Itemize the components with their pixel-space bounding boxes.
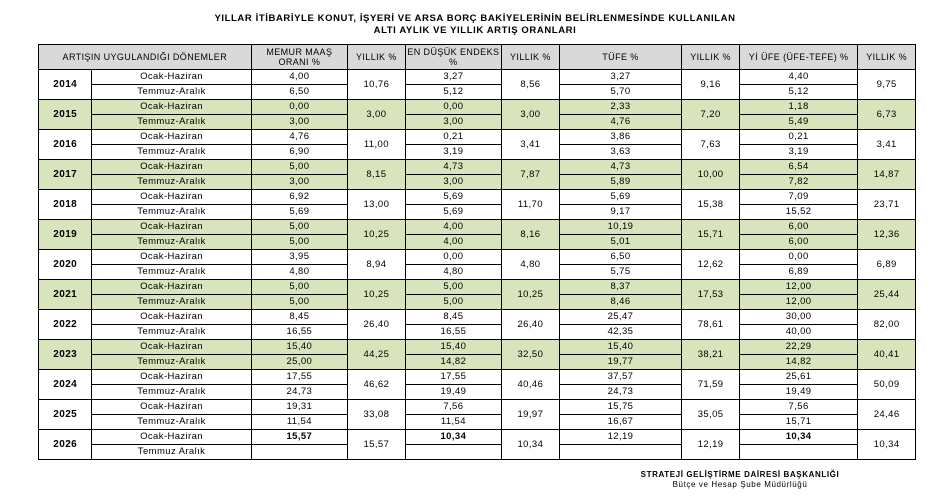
tufe-yillik-cell: 71,59 [682, 370, 740, 400]
endeks-yillik-cell: 3,41 [502, 130, 560, 160]
ufe-cell: 5,12 [739, 85, 857, 100]
endeks-cell: 10,34 [405, 430, 501, 445]
tufe-yillik-cell: 9,16 [682, 70, 740, 100]
ufe-cell: 19,49 [739, 385, 857, 400]
tufe-cell: 5,89 [559, 175, 682, 190]
tufe-cell: 6,50 [559, 250, 682, 265]
endeks-cell: 3,27 [405, 70, 501, 85]
table-row [39, 205, 916, 220]
memur-yillik-cell: 15,57 [348, 430, 406, 460]
memur-cell: 3,95 [251, 250, 347, 265]
table-row [39, 115, 916, 130]
tufe-cell: 3,63 [559, 145, 682, 160]
table-row [39, 355, 916, 370]
ufe-cell: 25,61 [739, 370, 857, 385]
tufe-cell: 19,77 [559, 355, 682, 370]
endeks-cell: 5,00 [405, 295, 501, 310]
ufe-cell [739, 445, 857, 460]
memur-cell: 15,40 [251, 340, 347, 355]
year-cell: 2021 [39, 280, 92, 310]
period-cell: Temmuz-Aralık [92, 325, 251, 340]
memur-cell: 8,45 [251, 310, 347, 325]
endeks-yillik-cell: 4,80 [502, 250, 560, 280]
year-cell: 2014 [39, 70, 92, 100]
tufe-yillik-cell: 7,20 [682, 100, 740, 130]
tufe-yillik-cell: 35,05 [682, 400, 740, 430]
endeks-yillik-cell: 7,87 [502, 160, 560, 190]
ufe-cell: 5,49 [739, 115, 857, 130]
table-row [39, 220, 916, 235]
table-row [39, 85, 916, 100]
period-cell: Ocak-Haziran [92, 340, 251, 355]
endeks-cell [405, 445, 501, 460]
ufe-yillik-cell: 9,75 [858, 70, 916, 100]
period-cell: Ocak-Haziran [92, 190, 251, 205]
tufe-cell: 4,73 [559, 160, 682, 175]
memur-yillik-cell: 3,00 [348, 100, 406, 130]
endeks-cell: 8,45 [405, 310, 501, 325]
endeks-cell: 4,00 [405, 220, 501, 235]
endeks-cell: 3,00 [405, 115, 501, 130]
endeks-yillik-cell: 8,56 [502, 70, 560, 100]
period-cell: Temmuz-Aralık [92, 265, 251, 280]
memur-cell: 0,00 [251, 100, 347, 115]
tufe-yillik-cell: 7,63 [682, 130, 740, 160]
tufe-cell: 5,69 [559, 190, 682, 205]
endeks-cell: 16,55 [405, 325, 501, 340]
year-cell: 2024 [39, 370, 92, 400]
endeks-cell: 14,82 [405, 355, 501, 370]
header-memur: MEMUR MAAŞ ORANI % [251, 45, 347, 70]
period-cell: Temmuz Aralık [92, 445, 251, 460]
table-row [39, 160, 916, 175]
ufe-yillik-cell: 40,41 [858, 340, 916, 370]
memur-cell: 6,90 [251, 145, 347, 160]
ufe-yillik-cell: 50,09 [858, 370, 916, 400]
table-row [39, 250, 916, 265]
header-tufe: TÜFE % [559, 45, 682, 70]
endeks-cell: 3,19 [405, 145, 501, 160]
period-cell: Temmuz-Aralık [92, 175, 251, 190]
memur-yillik-cell: 10,76 [348, 70, 406, 100]
period-cell: Temmuz-Aralık [92, 115, 251, 130]
endeks-cell: 0,21 [405, 130, 501, 145]
tufe-yillik-cell: 78,61 [682, 310, 740, 340]
period-cell: Temmuz-Aralık [92, 415, 251, 430]
endeks-cell: 5,00 [405, 280, 501, 295]
year-cell: 2020 [39, 250, 92, 280]
ufe-cell: 30,00 [739, 310, 857, 325]
ufe-cell: 6,00 [739, 220, 857, 235]
ufe-cell: 3,19 [739, 145, 857, 160]
footer-unit: Bütçe ve Hesap Şube Müdürlüğü [672, 480, 808, 489]
ufe-cell: 7,56 [739, 400, 857, 415]
memur-cell: 15,57 [251, 430, 347, 445]
tufe-cell: 9,17 [559, 205, 682, 220]
year-cell: 2019 [39, 220, 92, 250]
table-row [39, 430, 916, 445]
memur-cell: 5,00 [251, 295, 347, 310]
memur-yillik-cell: 46,62 [348, 370, 406, 400]
endeks-yillik-cell: 10,34 [502, 430, 560, 460]
memur-cell: 11,54 [251, 415, 347, 430]
period-cell: Temmuz-Aralık [92, 355, 251, 370]
memur-cell: 5,69 [251, 205, 347, 220]
endeks-cell: 17,55 [405, 370, 501, 385]
ufe-yillik-cell: 82,00 [858, 310, 916, 340]
year-cell: 2017 [39, 160, 92, 190]
tufe-yillik-cell: 12,19 [682, 430, 740, 460]
ufe-cell: 6,54 [739, 160, 857, 175]
table-row [39, 130, 916, 145]
table-row [39, 445, 916, 460]
tufe-cell: 5,70 [559, 85, 682, 100]
endeks-cell: 19,49 [405, 385, 501, 400]
table-row [39, 235, 916, 250]
header-periods: ARTIŞIN UYGULANDIĞI DÖNEMLER [39, 45, 252, 70]
ufe-cell: 0,21 [739, 130, 857, 145]
table-row [39, 295, 916, 310]
year-cell: 2018 [39, 190, 92, 220]
tufe-yillik-cell: 10,00 [682, 160, 740, 190]
memur-yillik-cell: 11,00 [348, 130, 406, 160]
year-cell: 2023 [39, 340, 92, 370]
memur-cell: 6,92 [251, 190, 347, 205]
ufe-cell: 7,09 [739, 190, 857, 205]
year-cell: 2015 [39, 100, 92, 130]
memur-cell: 5,00 [251, 160, 347, 175]
memur-cell: 5,00 [251, 235, 347, 250]
table-row [39, 280, 916, 295]
tufe-cell: 5,75 [559, 265, 682, 280]
endeks-cell: 4,80 [405, 265, 501, 280]
page-subtitle: ALTI AYLIK VE YILLIK ARTIŞ ORANLARI [373, 25, 577, 36]
memur-cell: 19,31 [251, 400, 347, 415]
period-cell: Ocak-Haziran [92, 430, 251, 445]
memur-cell: 4,80 [251, 265, 347, 280]
header-ufe: Yİ ÜFE (ÜFE-TEFE) % [739, 45, 857, 70]
ufe-cell: 12,00 [739, 280, 857, 295]
period-cell: Ocak-Haziran [92, 130, 251, 145]
endeks-cell: 7,56 [405, 400, 501, 415]
period-cell: Ocak-Haziran [92, 160, 251, 175]
table-row [39, 175, 916, 190]
tufe-yillik-cell: 17,53 [682, 280, 740, 310]
memur-yillik-cell: 8,94 [348, 250, 406, 280]
tufe-cell: 42,35 [559, 325, 682, 340]
year-cell: 2025 [39, 400, 92, 430]
endeks-cell: 3,00 [405, 175, 501, 190]
rates-table [38, 44, 916, 460]
tufe-cell: 16,67 [559, 415, 682, 430]
tufe-cell [559, 445, 682, 460]
memur-cell: 4,76 [251, 130, 347, 145]
header-ufe-yillik: YILLIK % [858, 45, 916, 70]
period-cell: Ocak-Haziran [92, 70, 251, 85]
memur-yillik-cell: 33,08 [348, 400, 406, 430]
endeks-cell: 5,69 [405, 205, 501, 220]
ufe-yillik-cell: 25,44 [858, 280, 916, 310]
period-cell: Temmuz-Aralık [92, 85, 251, 100]
endeks-cell: 4,73 [405, 160, 501, 175]
ufe-yillik-cell: 23,71 [858, 190, 916, 220]
ufe-cell: 6,89 [739, 265, 857, 280]
endeks-cell: 4,00 [405, 235, 501, 250]
memur-cell: 5,00 [251, 220, 347, 235]
tufe-cell: 5,01 [559, 235, 682, 250]
header-endeks: EN DÜŞÜK ENDEKS % [405, 45, 501, 70]
table-row [39, 190, 916, 205]
ufe-yillik-cell: 10,34 [858, 430, 916, 460]
ufe-yillik-cell: 6,89 [858, 250, 916, 280]
endeks-yillik-cell: 3,00 [502, 100, 560, 130]
endeks-yillik-cell: 19,97 [502, 400, 560, 430]
tufe-cell: 3,27 [559, 70, 682, 85]
period-cell: Ocak-Haziran [92, 250, 251, 265]
period-cell: Ocak-Haziran [92, 370, 251, 385]
header-memur-yillik: YILLIK % [348, 45, 406, 70]
period-cell: Ocak-Haziran [92, 280, 251, 295]
memur-cell: 25,00 [251, 355, 347, 370]
tufe-yillik-cell: 38,21 [682, 340, 740, 370]
ufe-yillik-cell: 3,41 [858, 130, 916, 160]
table-row [39, 70, 916, 85]
period-cell: Ocak-Haziran [92, 220, 251, 235]
period-cell: Temmuz-Aralık [92, 145, 251, 160]
memur-yillik-cell: 8,15 [348, 160, 406, 190]
memur-cell: 24,73 [251, 385, 347, 400]
endeks-yillik-cell: 40,46 [502, 370, 560, 400]
ufe-yillik-cell: 12,36 [858, 220, 916, 250]
table-row [39, 265, 916, 280]
ufe-cell: 10,34 [739, 430, 857, 445]
endeks-cell: 5,69 [405, 190, 501, 205]
ufe-cell: 40,00 [739, 325, 857, 340]
table-row [39, 370, 916, 385]
table-row [39, 310, 916, 325]
ufe-cell: 6,00 [739, 235, 857, 250]
table-header-row [39, 45, 916, 70]
tufe-cell: 2,33 [559, 100, 682, 115]
header-endeks-yillik: YILLIK % [502, 45, 560, 70]
ufe-cell: 0,00 [739, 250, 857, 265]
period-cell: Ocak-Haziran [92, 100, 251, 115]
ufe-yillik-cell: 6,73 [858, 100, 916, 130]
tufe-cell: 15,75 [559, 400, 682, 415]
period-cell: Temmuz-Aralık [92, 205, 251, 220]
memur-cell: 4,00 [251, 70, 347, 85]
ufe-yillik-cell: 14,87 [858, 160, 916, 190]
ufe-cell: 1,18 [739, 100, 857, 115]
ufe-cell: 12,00 [739, 295, 857, 310]
endeks-cell: 0,00 [405, 100, 501, 115]
tufe-cell: 12,19 [559, 430, 682, 445]
endeks-yillik-cell: 26,40 [502, 310, 560, 340]
memur-cell: 5,00 [251, 280, 347, 295]
tufe-cell: 3,86 [559, 130, 682, 145]
header-tufe-yillik: YILLIK % [682, 45, 740, 70]
table-row [39, 100, 916, 115]
table-row [39, 385, 916, 400]
tufe-cell: 8,37 [559, 280, 682, 295]
tufe-cell: 37,57 [559, 370, 682, 385]
year-cell: 2026 [39, 430, 92, 460]
period-cell: Ocak-Haziran [92, 400, 251, 415]
period-cell: Temmuz-Aralık [92, 385, 251, 400]
period-cell: Ocak-Haziran [92, 310, 251, 325]
table-row [39, 325, 916, 340]
endeks-cell: 5,12 [405, 85, 501, 100]
memur-yillik-cell: 44,25 [348, 340, 406, 370]
page-title: YILLAR İTİBARİYLE KONUT, İŞYERİ VE ARSA BORÇ BAKİYELERİNİN BELİRLENMESİNDE KULLANILAN [214, 13, 736, 24]
ufe-yillik-cell: 24,46 [858, 400, 916, 430]
year-cell: 2016 [39, 130, 92, 160]
tufe-yillik-cell: 15,71 [682, 220, 740, 250]
endeks-yillik-cell: 8,16 [502, 220, 560, 250]
memur-cell: 3,00 [251, 175, 347, 190]
ufe-cell: 15,52 [739, 205, 857, 220]
memur-cell [251, 445, 347, 460]
table-row [39, 340, 916, 355]
ufe-cell: 7,82 [739, 175, 857, 190]
tufe-cell: 8,46 [559, 295, 682, 310]
endeks-cell: 0,00 [405, 250, 501, 265]
tufe-cell: 4,76 [559, 115, 682, 130]
table-row [39, 400, 916, 415]
tufe-cell: 24,73 [559, 385, 682, 400]
ufe-cell: 15,71 [739, 415, 857, 430]
period-cell: Temmuz-Aralık [92, 235, 251, 250]
memur-yillik-cell: 26,40 [348, 310, 406, 340]
table-row [39, 145, 916, 160]
year-cell: 2022 [39, 310, 92, 340]
tufe-yillik-cell: 15,38 [682, 190, 740, 220]
tufe-cell: 10,19 [559, 220, 682, 235]
endeks-yillik-cell: 32,50 [502, 340, 560, 370]
endeks-yillik-cell: 10,25 [502, 280, 560, 310]
table-row [39, 415, 916, 430]
memur-cell: 3,00 [251, 115, 347, 130]
memur-yillik-cell: 10,25 [348, 220, 406, 250]
endeks-cell: 11,54 [405, 415, 501, 430]
tufe-yillik-cell: 12,62 [682, 250, 740, 280]
memur-yillik-cell: 13,00 [348, 190, 406, 220]
ufe-cell: 14,82 [739, 355, 857, 370]
memur-yillik-cell: 10,25 [348, 280, 406, 310]
period-cell: Temmuz-Aralık [92, 295, 251, 310]
tufe-cell: 25,47 [559, 310, 682, 325]
ufe-cell: 22,29 [739, 340, 857, 355]
tufe-cell: 15,40 [559, 340, 682, 355]
memur-cell: 17,55 [251, 370, 347, 385]
memur-cell: 6,50 [251, 85, 347, 100]
memur-cell: 16,55 [251, 325, 347, 340]
footer-department: STRATEJİ GELİŞTİRME DAİRESİ BAŞKANLIĞI [640, 470, 840, 479]
endeks-yillik-cell: 11,70 [502, 190, 560, 220]
ufe-cell: 4,40 [739, 70, 857, 85]
endeks-cell: 15,40 [405, 340, 501, 355]
